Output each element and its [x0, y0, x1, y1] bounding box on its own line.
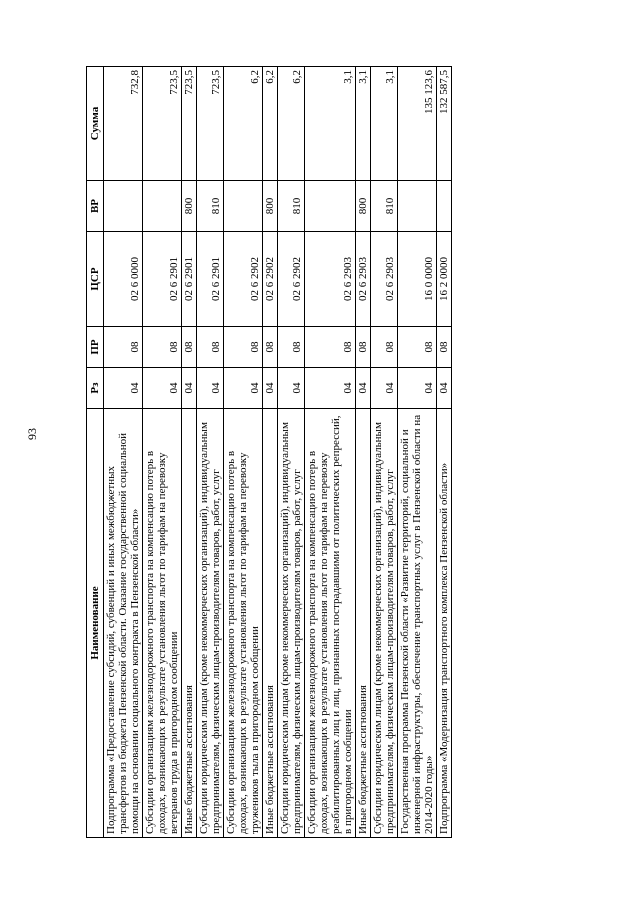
cell-pr: 08	[278, 327, 305, 368]
cell-csr: 02 6 2903	[371, 232, 398, 327]
cell-vr	[437, 181, 452, 232]
cell-sum: 3,1	[371, 67, 398, 181]
table-row	[278, 67, 305, 838]
cell-vr: 810	[371, 181, 398, 232]
cell-rz: 04	[398, 368, 437, 409]
header-sum: Сумма	[87, 67, 104, 181]
cell-sum: 135 123,6	[398, 67, 437, 181]
table-row	[305, 67, 356, 838]
cell-rz: 04	[182, 368, 197, 409]
cell-vr: 810	[197, 181, 224, 232]
cell-sum: 723,5	[197, 67, 224, 181]
cell-csr: 02 6 0000	[104, 232, 143, 327]
cell-csr: 02 6 2901	[197, 232, 224, 327]
header-row	[87, 67, 104, 838]
cell-sum: 732,8	[104, 67, 143, 181]
cell-sum: 3,1	[356, 67, 371, 181]
cell-pr: 08	[104, 327, 143, 368]
cell-vr	[224, 181, 263, 232]
page-number: 93	[25, 428, 39, 440]
header-name: Наименование	[87, 409, 104, 838]
cell-vr: 800	[356, 181, 371, 232]
cell-name: Государственная программа Пензенской области «Развитие территорий, социальной и инженерной инфраструктуры, обеспечение транспортных услуг в Пензенской области на 2014-2020 годы»	[398, 409, 437, 838]
cell-rz: 04	[104, 368, 143, 409]
table-row	[263, 67, 278, 838]
cell-vr	[104, 181, 143, 232]
cell-rz: 04	[263, 368, 278, 409]
cell-csr: 02 6 2901	[182, 232, 197, 327]
cell-rz: 04	[371, 368, 398, 409]
cell-csr: 16 2 0000	[437, 232, 452, 327]
header-pr: ПР	[87, 327, 104, 368]
cell-sum: 6,2	[278, 67, 305, 181]
cell-name: Субсидии юридическим лицам (кроме некоммерческих организаций), индивидуальным предпринимателям, физическим лицам-производителям товаров, работ, услуг	[197, 409, 224, 838]
cell-name: Субсидии юридическим лицам (кроме некоммерческих организаций), индивидуальным предпринимателям, физическим лицам-производителям товаров, работ, услуг	[371, 409, 398, 838]
budget-table	[86, 66, 452, 838]
table-row	[197, 67, 224, 838]
table-header	[87, 67, 104, 838]
cell-rz: 04	[305, 368, 356, 409]
cell-vr	[143, 181, 182, 232]
cell-sum: 132 587,5	[437, 67, 452, 181]
cell-name: Субсидии юридическим лицам (кроме некоммерческих организаций), индивидуальным предпринимателям, физическим лицам-производителям товаров, работ, услуг	[278, 409, 305, 838]
cell-rz: 04	[224, 368, 263, 409]
cell-pr: 08	[356, 327, 371, 368]
cell-pr: 08	[371, 327, 398, 368]
cell-vr	[398, 181, 437, 232]
table-row	[371, 67, 398, 838]
cell-pr: 08	[143, 327, 182, 368]
cell-sum: 723,5	[143, 67, 182, 181]
cell-name: Подпрограмма «Предоставление субсидий, субвенций и иных межбюджетных трансфертов из бюджета Пензенской области. Оказание государственной социальной помощи на основании социального контракта в Пензенской области»	[104, 409, 143, 838]
header-rz: Рз	[87, 368, 104, 409]
cell-sum: 723,5	[182, 67, 197, 181]
table-row	[104, 67, 143, 838]
cell-vr: 800	[182, 181, 197, 232]
cell-csr: 02 6 2903	[356, 232, 371, 327]
cell-rz: 04	[197, 368, 224, 409]
cell-csr: 02 6 2902	[224, 232, 263, 327]
table-row	[356, 67, 371, 838]
cell-csr: 16 0 0000	[398, 232, 437, 327]
cell-rz: 04	[278, 368, 305, 409]
table-row	[143, 67, 182, 838]
cell-name: Иные бюджетные ассигнования	[356, 409, 371, 838]
table-row	[182, 67, 197, 838]
cell-pr: 08	[398, 327, 437, 368]
cell-pr: 08	[305, 327, 356, 368]
cell-csr: 02 6 2903	[305, 232, 356, 327]
cell-rz: 04	[437, 368, 452, 409]
cell-csr: 02 6 2902	[263, 232, 278, 327]
cell-rz: 04	[143, 368, 182, 409]
cell-pr: 08	[182, 327, 197, 368]
table-row	[437, 67, 452, 838]
cell-sum: 3,1	[305, 67, 356, 181]
cell-vr: 810	[278, 181, 305, 232]
cell-vr	[305, 181, 356, 232]
cell-name: Субсидии организациям железнодорожного транспорта на компенсацию потерь в доходах, возникающих в результате установления льгот по тарифам на перевозку реабилитированных лиц и лиц, признанных пострадавшими от политических репрессий, в пригородном сообщении	[305, 409, 356, 838]
cell-name: Иные бюджетные ассигнования	[182, 409, 197, 838]
cell-name: Подпрограмма «Модернизация транспортного комплекса Пензенской области»	[437, 409, 452, 838]
cell-csr: 02 6 2901	[143, 232, 182, 327]
budget-table-container	[86, 67, 531, 838]
cell-sum: 6,2	[224, 67, 263, 181]
cell-vr: 800	[263, 181, 278, 232]
cell-csr: 02 6 2902	[278, 232, 305, 327]
cell-rz: 04	[356, 368, 371, 409]
header-csr: ЦСР	[87, 232, 104, 327]
cell-name: Субсидии организациям железнодорожного транспорта на компенсацию потерь в доходах, возникающих в результате установления льгот по тарифам на перевозку тружеников тыла в пригородном сообщении	[224, 409, 263, 838]
cell-pr: 08	[263, 327, 278, 368]
table-body	[104, 67, 452, 838]
cell-sum: 6,2	[263, 67, 278, 181]
cell-pr: 08	[437, 327, 452, 368]
table-row	[398, 67, 437, 838]
cell-name: Субсидии организациям железнодорожного транспорта на компенсацию потерь в доходах, возникающих в результате установления льгот по тарифам на перевозку ветеранов труда в пригородном сообщении	[143, 409, 182, 838]
header-vr: ВР	[87, 181, 104, 232]
cell-pr: 08	[197, 327, 224, 368]
table-row	[224, 67, 263, 838]
cell-pr: 08	[224, 327, 263, 368]
cell-name: Иные бюджетные ассигнования	[263, 409, 278, 838]
